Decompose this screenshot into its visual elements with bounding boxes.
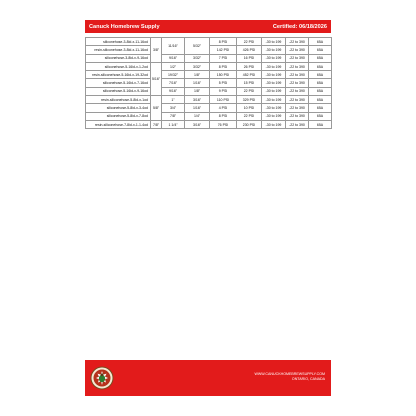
temp-range-f: -22 to 390 <box>286 120 309 128</box>
wall-thickness: 1/4" <box>185 112 210 120</box>
product-name: siliconehose-3-8id-x-9-16od <box>86 54 151 62</box>
temp-range-f: -22 to 390 <box>286 79 309 87</box>
outer-diameter: 1" <box>162 96 185 104</box>
durometer: 65A <box>309 120 332 128</box>
durometer: 65A <box>309 46 332 54</box>
working-pressure: 8 PSI <box>210 38 237 46</box>
working-pressure: 8 PSI <box>210 112 237 120</box>
outer-diameter: 1 1/4" <box>162 120 185 128</box>
durometer: 65A <box>309 96 332 104</box>
table-row <box>86 87 332 95</box>
hose-spec-table <box>85 37 332 129</box>
outer-diameter: 11/16" <box>162 38 185 55</box>
location-text: ONTARIO, CANADA <box>291 377 325 381</box>
product-name: siliconehose-5-8id-x-7-8od <box>86 112 151 120</box>
working-pressure: 150 PSI <box>210 71 237 79</box>
table-row <box>86 104 332 112</box>
table-row <box>86 79 332 87</box>
inner-diameter: 5/8" <box>151 96 162 121</box>
product-name: siliconehose-5-8id-x-3-4od <box>86 104 151 112</box>
certified-date: Certified: 06/18/2026 <box>272 23 327 30</box>
temp-range-c: -30 to 199 <box>262 112 286 120</box>
table-row <box>86 96 332 104</box>
temp-range-f: -22 to 390 <box>286 104 309 112</box>
burst-pressure: 22 PSI <box>237 112 262 120</box>
inner-diameter: 5/16" <box>151 62 162 95</box>
temp-range-c: -30 to 199 <box>262 71 286 79</box>
temp-range-c: -30 to 199 <box>262 87 286 95</box>
working-pressure: 142 PSI <box>210 46 237 54</box>
outer-diameter: 1/2" <box>162 62 185 70</box>
durometer: 65A <box>309 62 332 70</box>
product-name: siliconehose-5-16id-x-9-16od <box>86 87 151 95</box>
durometer: 65A <box>309 38 332 46</box>
wall-thickness: 3/16" <box>185 96 210 104</box>
durometer: 65A <box>309 87 332 95</box>
working-pressure: 8 PSI <box>210 62 237 70</box>
wall-thickness: 1/16" <box>185 79 210 87</box>
company-name: Canuck Homebrew Supply <box>89 23 160 30</box>
temp-range-c: -30 to 199 <box>262 54 286 62</box>
burst-pressure: 426 PSI <box>237 46 262 54</box>
durometer: 65A <box>309 112 332 120</box>
temp-range-f: -22 to 390 <box>286 87 309 95</box>
burst-pressure: 16 PSI <box>237 54 262 62</box>
working-pressure: 5 PSI <box>210 79 237 87</box>
burst-pressure: 329 PSI <box>237 96 262 104</box>
temp-range-c: -30 to 199 <box>262 120 286 128</box>
wall-thickness: 1/16" <box>185 104 210 112</box>
product-name: siliconehose-5-16id-x-7-16od <box>86 79 151 87</box>
table-row <box>86 38 332 46</box>
durometer: 65A <box>309 54 332 62</box>
temp-range-c: -30 to 199 <box>262 96 286 104</box>
temp-range-f: -22 to 390 <box>286 96 309 104</box>
burst-pressure: 26 PSI <box>237 62 262 70</box>
wall-thickness: 5/32" <box>185 38 210 55</box>
table-row <box>86 62 332 70</box>
working-pressure: 9 PSI <box>210 87 237 95</box>
product-name: siliconehose-5-16id-x-1-2od <box>86 62 151 70</box>
outer-diameter: 7/16" <box>162 79 185 87</box>
burst-pressure: 22 PSI <box>237 38 262 46</box>
document-header <box>85 20 331 33</box>
burst-pressure: 22 PSI <box>237 87 262 95</box>
table-row <box>86 120 332 128</box>
table-row <box>86 112 332 120</box>
burst-pressure: 230 PSI <box>237 120 262 128</box>
wall-thickness: 1/8" <box>185 87 210 95</box>
product-name: resin-siliconehose-5-16id-x-19-32od <box>86 71 151 79</box>
temp-range-f: -22 to 390 <box>286 62 309 70</box>
table-row <box>86 54 332 62</box>
outer-diameter: 3/4" <box>162 104 185 112</box>
inner-diameter: 7/8" <box>151 120 162 128</box>
product-name: resin-siliconehose-7-8id-x-1-1-4od <box>86 120 151 128</box>
outer-diameter: 9/16" <box>162 87 185 95</box>
document-footer <box>85 360 331 396</box>
temp-range-f: -22 to 390 <box>286 71 309 79</box>
durometer: 65A <box>309 104 332 112</box>
product-name: siliconehose-3-8id-x-11-16od <box>86 38 151 46</box>
temp-range-f: -22 to 390 <box>286 38 309 46</box>
footer-contact <box>254 372 325 382</box>
wall-thickness: 3/32" <box>185 62 210 70</box>
wall-thickness: 3/32" <box>185 54 210 62</box>
durometer: 65A <box>309 79 332 87</box>
outer-diameter: 7/8" <box>162 112 185 120</box>
product-name: resin-siliconehose-5-8id-x-1od <box>86 96 151 104</box>
company-logo <box>90 366 114 390</box>
working-pressure: 110 PSI <box>210 96 237 104</box>
temp-range-f: -22 to 390 <box>286 54 309 62</box>
temp-range-f: -22 to 390 <box>286 46 309 54</box>
working-pressure: 4 PSI <box>210 104 237 112</box>
working-pressure: 7 PSI <box>210 54 237 62</box>
temp-range-c: -30 to 199 <box>262 79 286 87</box>
temp-range-c: -30 to 199 <box>262 104 286 112</box>
website-link[interactable]: WWW.CANUCKHOMEBREWSUPPLY.COM <box>254 372 325 376</box>
temp-range-c: -30 to 199 <box>262 38 286 46</box>
burst-pressure: 10 PSI <box>237 104 262 112</box>
durometer: 65A <box>309 71 332 79</box>
temp-range-f: -22 to 390 <box>286 112 309 120</box>
temp-range-c: -30 to 199 <box>262 62 286 70</box>
wall-thickness: 1/8" <box>185 71 210 79</box>
table-row <box>86 71 332 79</box>
outer-diameter: 9/16" <box>162 54 185 62</box>
wall-thickness: 3/16" <box>185 120 210 128</box>
working-pressure: 76 PSI <box>210 120 237 128</box>
burst-pressure: 452 PSI <box>237 71 262 79</box>
outer-diameter: 19/32" <box>162 71 185 79</box>
product-name: resin-siliconehose-3-8id-x-11-16od <box>86 46 151 54</box>
temp-range-c: -30 to 199 <box>262 46 286 54</box>
inner-diameter: 3/8" <box>151 38 162 63</box>
burst-pressure: 15 PSI <box>237 79 262 87</box>
